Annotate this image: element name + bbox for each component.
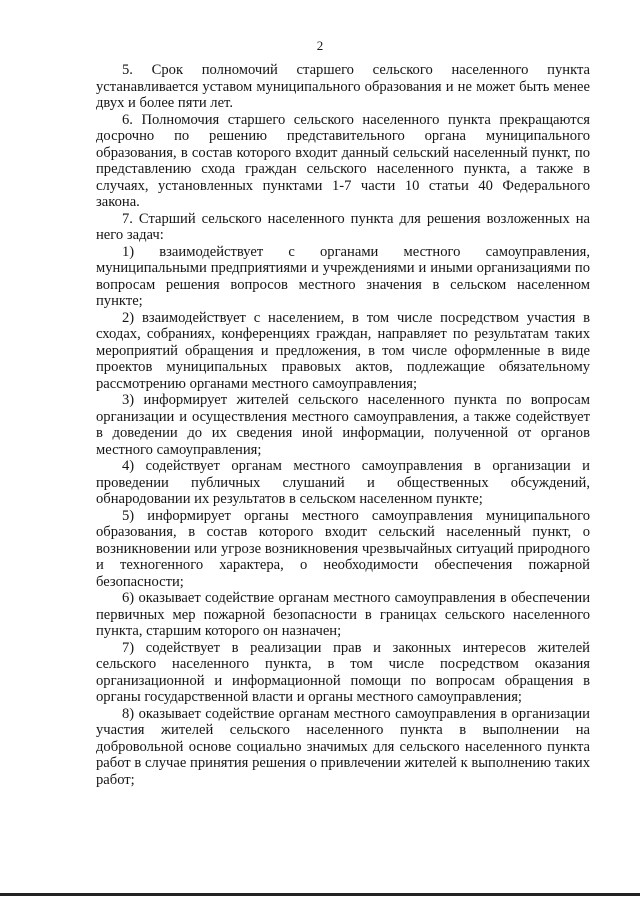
bottom-rule (0, 893, 640, 896)
document-body (96, 62, 590, 788)
list-item-8: 8) оказывает содействие органам местного самоуправления в организации участия жителей сельского населенного пункта в выполнении на добровольной основе социально значимых для сельского населенного пункта работ в случае принятия решения о привлечении жителей к выполнению таких работ; (96, 705, 590, 788)
list-item-5: 5) информирует органы местного самоуправления муниципального образования, в состав которого входит сельский населенный пункт, о возникновении или угрозе возникновения чрезвычайных ситуаций природного и техногенного характера, о необходимости обеспечения пожарной безопасности; (96, 507, 590, 590)
paragraph-6: 6. Полномочия старшего сельского населенного пункта прекращаются досрочно по решению представительного органа муниципального образования, в состав которого входит данный сельский населенный пункт, по представлению схода граждан сельского населенного пункта, а также в случаях, установленных пунктами 1-7 части 10 статьи 40 Федерального закона. (96, 111, 590, 210)
paragraph-7: 7. Старший сельского населенного пункта для решения возложенных на него задач: (96, 210, 590, 243)
list-item-6: 6) оказывает содействие органам местного самоуправления в обеспечении первичных мер пожарной безопасности в границах сельского населенного пункта, старшим которого он назначен; (96, 590, 590, 639)
paragraph-5: 5. Срок полномочий старшего сельского населенного пункта устанавливается уставом муниципального образования и не может быть менее двух и более пяти лет. (96, 62, 590, 111)
list-item-3: 3) информирует жителей сельского населенного пункта по вопросам организации и осуществления местного самоуправления, а также содействует в доведении до их сведения иной информации, полученной от органов местного самоуправления; (96, 392, 590, 458)
list-item-7: 7) содействует в реализации прав и законных интересов жителей сельского населенного пункта, в том числе посредством оказания организационной и информационной помощи по вопросам обращения в органы государственной власти и органы местного самоуправления; (96, 639, 590, 705)
list-item-4: 4) содействует органам местного самоуправления в организации и проведении публичных слушаний и общественных обсуждений, обнародовании их результатов в сельском населенном пункте; (96, 458, 590, 507)
list-item-1: 1) взаимодействует с органами местного самоуправления, муниципальными предприятиями и учреждениями и иными организациями по вопросам решения вопросов местного значения в сельском населенном пункте; (96, 243, 590, 309)
page-number: 2 (316, 38, 324, 53)
list-item-2: 2) взаимодействует с населением, в том числе посредством участия в сходах, собраниях, конференциях граждан, направляет по результатам таких мероприятий обращения и предложения, в том числе оформленные в виде проектов муниципальных правовых актов, подлежащие обязательному рассмотрению органами местного самоуправления; (96, 309, 590, 392)
